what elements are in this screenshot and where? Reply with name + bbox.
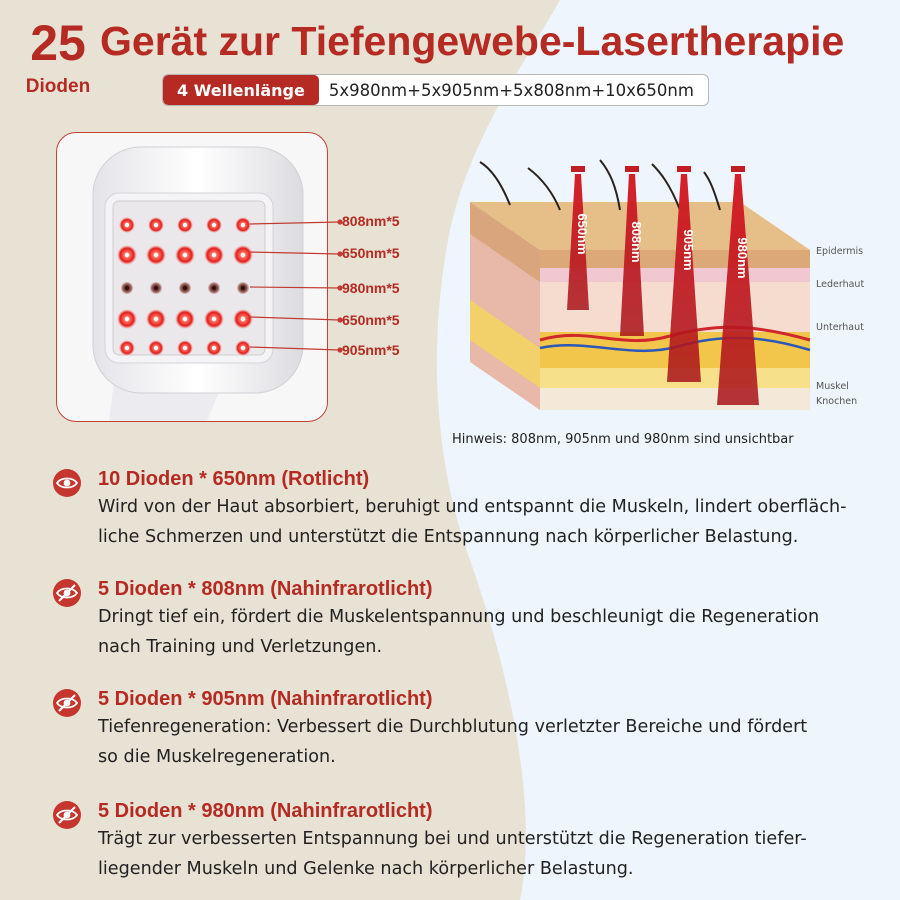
- info-item-905nm: [52, 686, 892, 776]
- laser-emitter: [677, 166, 691, 172]
- info-title: 10 Dioden * 650nm (Rotlicht): [98, 468, 370, 490]
- diode-core: [125, 346, 129, 350]
- diode-core: [212, 253, 216, 257]
- diode-core: [183, 346, 187, 350]
- eye-slash-icon: [52, 578, 82, 608]
- laser-emitter: [731, 166, 745, 172]
- info-description: [98, 602, 888, 662]
- layer-label-unterhaut: Unterhaut: [816, 322, 864, 333]
- row-label-650-bottom: 650nm*5: [342, 312, 400, 328]
- info-line: Trägt zur verbesserten Entspannung bei und unterstützt die Regeneration tiefer-: [98, 829, 807, 849]
- layer-label-epidermis: Epidermis: [816, 246, 864, 257]
- row-label-650-top: 650nm*5: [342, 245, 400, 261]
- laser-emitter: [625, 166, 639, 172]
- info-item-650nm: [52, 466, 892, 556]
- diode-core: [183, 253, 187, 257]
- wavelength-banner: [162, 74, 709, 106]
- info-line: nach Training und Verletzungen.: [98, 637, 383, 657]
- info-title: 5 Dioden * 905nm (Nahinfrarotlicht): [98, 688, 433, 710]
- diode-core: [183, 223, 187, 227]
- info-item-808nm: [52, 576, 892, 666]
- diode-core: [154, 346, 158, 350]
- diode-core: [183, 286, 187, 290]
- diode-count-unit: Dioden: [25, 76, 91, 97]
- diode-core: [212, 286, 216, 290]
- info-line: Dringt tief ein, fördert die Muskelentspannung und beschleunigt die Regeneration: [98, 607, 820, 627]
- diode-core: [183, 317, 187, 321]
- invisible-light-note: Hinweis: 808nm, 905nm und 980nm sind unsichtbar: [452, 432, 794, 447]
- info-description: [98, 492, 888, 552]
- layer-label-muskel: Muskel: [816, 381, 849, 392]
- row-label-980: 980nm*5: [342, 280, 400, 296]
- layer-label-knochen: Knochen: [816, 396, 858, 407]
- diode-core: [125, 223, 129, 227]
- info-line: so die Muskelregeneration.: [98, 747, 336, 767]
- beam-label: 905nm: [681, 229, 696, 271]
- diode-core: [212, 317, 216, 321]
- row-label-808: 808nm*5: [342, 213, 400, 229]
- info-title: 5 Dioden * 808nm (Nahinfrarotlicht): [98, 578, 433, 600]
- diode-core: [212, 223, 216, 227]
- info-line: Wird von der Haut absorbiert, beruhigt und entspannt die Muskeln, lindert oberfläch-: [98, 497, 847, 517]
- row-connector-lines: [240, 200, 350, 370]
- info-description: [98, 824, 888, 884]
- beam-label: 650nm: [575, 213, 590, 255]
- info-item-980nm: [52, 798, 892, 888]
- diode-core: [212, 346, 216, 350]
- diode-count: 25: [30, 15, 86, 71]
- diode-core: [125, 253, 129, 257]
- diode-core: [125, 286, 129, 290]
- laser-emitter: [571, 166, 585, 172]
- skin-cross-section-diagram: [470, 150, 820, 415]
- diode-core: [154, 223, 158, 227]
- info-line: Tiefenregeneration: Verbessert die Durchblutung verletzter Bereiche und fördert: [98, 717, 808, 737]
- eye-slash-icon: [52, 800, 82, 830]
- diode-core: [154, 317, 158, 321]
- layer-label-lederhaut: Lederhaut: [816, 279, 865, 290]
- info-line: liche Schmerzen und unterstützt die Entspannung nach körperlicher Belastung.: [98, 527, 799, 547]
- wavelength-tag: 4 Wellenlänge: [163, 75, 319, 105]
- diode-core: [125, 317, 129, 321]
- wavelength-value: 5x980nm+5x905nm+5x808nm+10x650nm: [328, 80, 694, 100]
- diode-core: [154, 286, 158, 290]
- page-title: Gerät zur Tiefengewebe-Lasertherapie: [100, 18, 845, 64]
- info-title: 5 Dioden * 980nm (Nahinfrarotlicht): [98, 800, 433, 822]
- beam-label: 808nm: [629, 221, 644, 263]
- row-label-905: 905nm*5: [342, 342, 400, 358]
- diode-core: [154, 253, 158, 257]
- info-description: [98, 712, 888, 772]
- info-line: liegender Muskeln und Gelenke nach körperlicher Belastung.: [98, 859, 634, 879]
- eye-slash-icon: [52, 688, 82, 718]
- eye-icon: [52, 468, 82, 498]
- beam-label: 980nm: [735, 237, 750, 279]
